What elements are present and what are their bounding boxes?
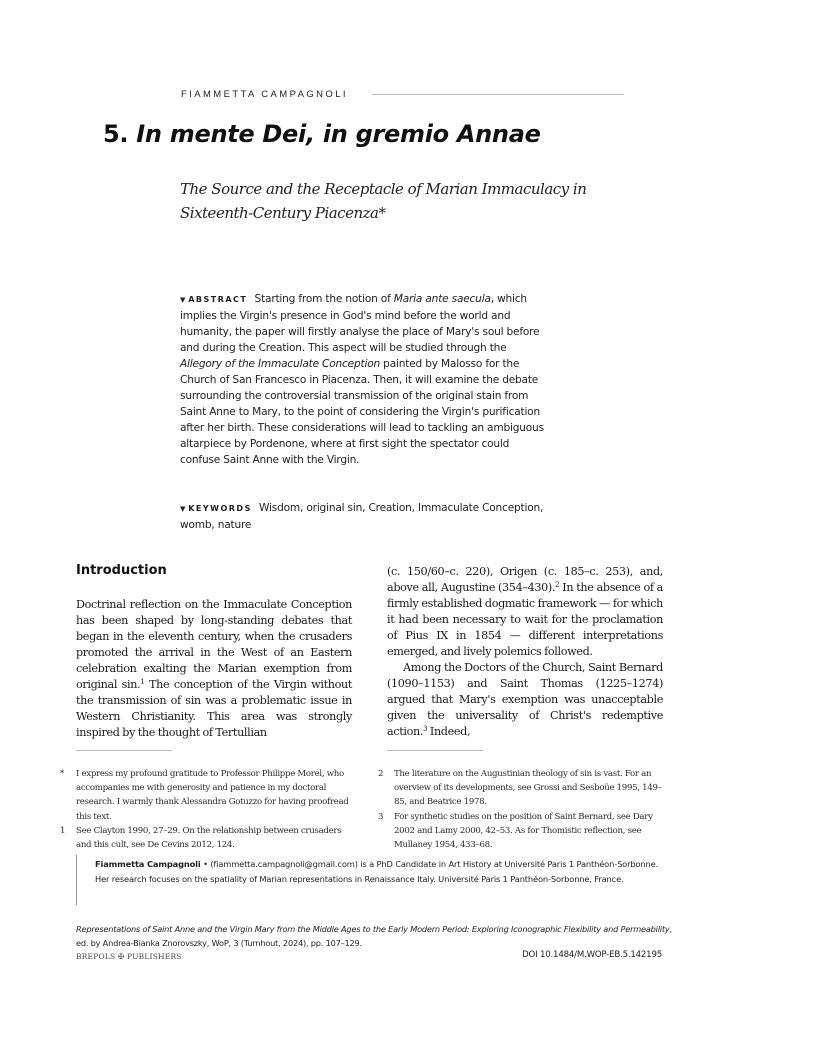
abstract-italic: Allegory of the Immaculate Conception: [180, 358, 381, 370]
footnote-text: The literature on the Augustinian theology of sin is vast. For an overview of its developments, see Grossi and Sesboüe 1995, 149–85, and Beatrice 1978.: [394, 769, 662, 808]
footnote-ref[interactable]: 3: [423, 725, 428, 733]
paragraph-text: Indeed,: [427, 725, 471, 738]
footnote-mark: 2: [378, 769, 384, 779]
footnotes-left: [56, 767, 356, 852]
chapter-number: 5.: [103, 120, 129, 148]
running-head: [181, 87, 624, 101]
footnote-divider: [387, 750, 483, 751]
running-head-author: FIAMMETTA CAMPAGNOLI: [181, 88, 348, 100]
paragraph-text: In the absence of a firmly established dogmatic framework — for which it had been necessary to wait for the proclamation of Pius IX in 1854 — different interpretations emerged, and lively polemics followed.: [387, 581, 664, 658]
body-column-right: [387, 564, 663, 740]
bio-name: Fiammetta Campagnoli: [95, 859, 201, 869]
publisher-logo: BREPOLS ✠ PUBLISHERS: [76, 952, 182, 961]
paragraph-text: The conception of the Virgin without the transmission of sin was a problematic issue in Western Christianity. This area was strongly inspired by the thought of Tertullian: [76, 678, 352, 739]
paragraph: [387, 564, 663, 660]
paragraph: [76, 597, 352, 741]
footnote-text: See Clayton 1990, 27–29. On the relationship between crusaders and this cult, see De Cevins 2012, 124.: [76, 825, 342, 851]
footnote-mark: 3: [378, 811, 384, 822]
keywords: [180, 500, 545, 533]
citation-details: , ed. by Andrea-Bianka Znorovszky, WoP, 3 (Turnhout, 2024), pp. 107–129.: [76, 924, 672, 948]
paragraph-text: (c. 150/60–c. 220), Origen (c. 185–c. 253), and, above all, Augustine (354–430).: [387, 565, 663, 594]
bio-separator: •: [203, 859, 208, 869]
footnote: [374, 810, 664, 853]
footnote-ref[interactable]: 1: [140, 678, 145, 686]
footnotes-right: [374, 767, 664, 852]
triangle-down-icon: ▼: [180, 296, 186, 304]
footnote: [56, 824, 356, 852]
footnote-mark: *: [60, 769, 64, 779]
abstract: [180, 291, 545, 468]
chapter-title: [103, 120, 541, 148]
footnote-divider: [76, 750, 172, 751]
citation: [76, 922, 676, 950]
footnote-ref[interactable]: 2: [555, 581, 560, 589]
doi-link[interactable]: DOI 10.1484/M.WOP-EB.5.142195: [522, 950, 662, 960]
footnote-mark: 1: [60, 825, 66, 836]
chapter-title-text: In mente Dei, in gremio Annae: [136, 120, 541, 148]
author-bio: [76, 855, 666, 905]
paragraph-text: Among the Doctors of the Church, Saint Bernard (1090–1153) and Saint Thomas (1225–1274) argued that Mary's exemption was unacceptable given the universality of Christ's redemptive action.: [387, 661, 663, 738]
abstract-italic: Maria ante saecula: [393, 293, 491, 305]
body-column-left: [76, 597, 352, 741]
keywords-text: Wisdom, original sin, Creation, Immaculate Conception, womb, nature: [180, 502, 544, 531]
abstract-label: ABSTRACT: [188, 295, 248, 304]
section-heading: Introduction: [76, 563, 167, 578]
footnote: [374, 767, 664, 810]
running-head-rule: [372, 94, 624, 95]
paragraph: [387, 660, 663, 740]
footnote-text: For synthetic studies on the position of Saint Bernard, see Dary 2002 and Lamy 2000, 42–53. As for Thomistic reflection, see Mullaney 1954, 433–68.: [394, 811, 653, 851]
abstract-text: , which implies the Virgin's presence in God's mind before the world and humanity, the paper will firstly analyse the place of Mary's soul before and during the Creation. This aspect will be studied through the: [180, 293, 540, 354]
footnote: [56, 767, 356, 824]
citation-book-title: Representations of Saint Anne and the Virgin Mary from the Middle Ages to the Early Modern Period: Exploring Iconographic Flexibility and Permeability: [76, 924, 670, 934]
bio-text: (fiammetta.campagnoli@gmail.com) is a PhD Candidate in Art History at Université Paris 1 Panthéon-Sorbonne. Her research focuses on the spatiality of Marian representations in Renaissance Italy. Université Paris 1 Panthéon-Sorbonne, France.: [95, 859, 659, 884]
paragraph-text: Doctrinal reflection on the Immaculate Conception has been shaped by long-standing debates that began in the eleventh century, when the crusaders promoted the arrival in the West of an Eastern celebration exalting the Marian exemption from original sin.: [76, 598, 352, 691]
triangle-down-icon: ▼: [180, 505, 186, 513]
abstract-text: Starting from the notion of: [254, 293, 394, 305]
abstract-text: painted by Malosso for the Church of San Francesco in Piacenza. Then, it will examine the debate surrounding the controversial transmission of the original stain from Saint Anne to Mary, to the point of considering the Virgin's purification after her birth. These considerations will lead to tackling an ambiguous altarpiece by Pordenone, where at first sight the spectator could confuse Saint Anne with the Virgin.: [180, 358, 544, 466]
chapter-subtitle: The Source and the Receptacle of Marian Immaculacy in Sixteenth-Century Piacenza*: [180, 180, 587, 222]
footnote-text: I express my profound gratitude to Professor Philippe Morel, who accompanies me with generosity and patience in my doctoral research. I warmly thank Alessandra Gotuzzo for having proofread this text.: [76, 769, 349, 822]
keywords-label: KEYWORDS: [188, 504, 252, 513]
